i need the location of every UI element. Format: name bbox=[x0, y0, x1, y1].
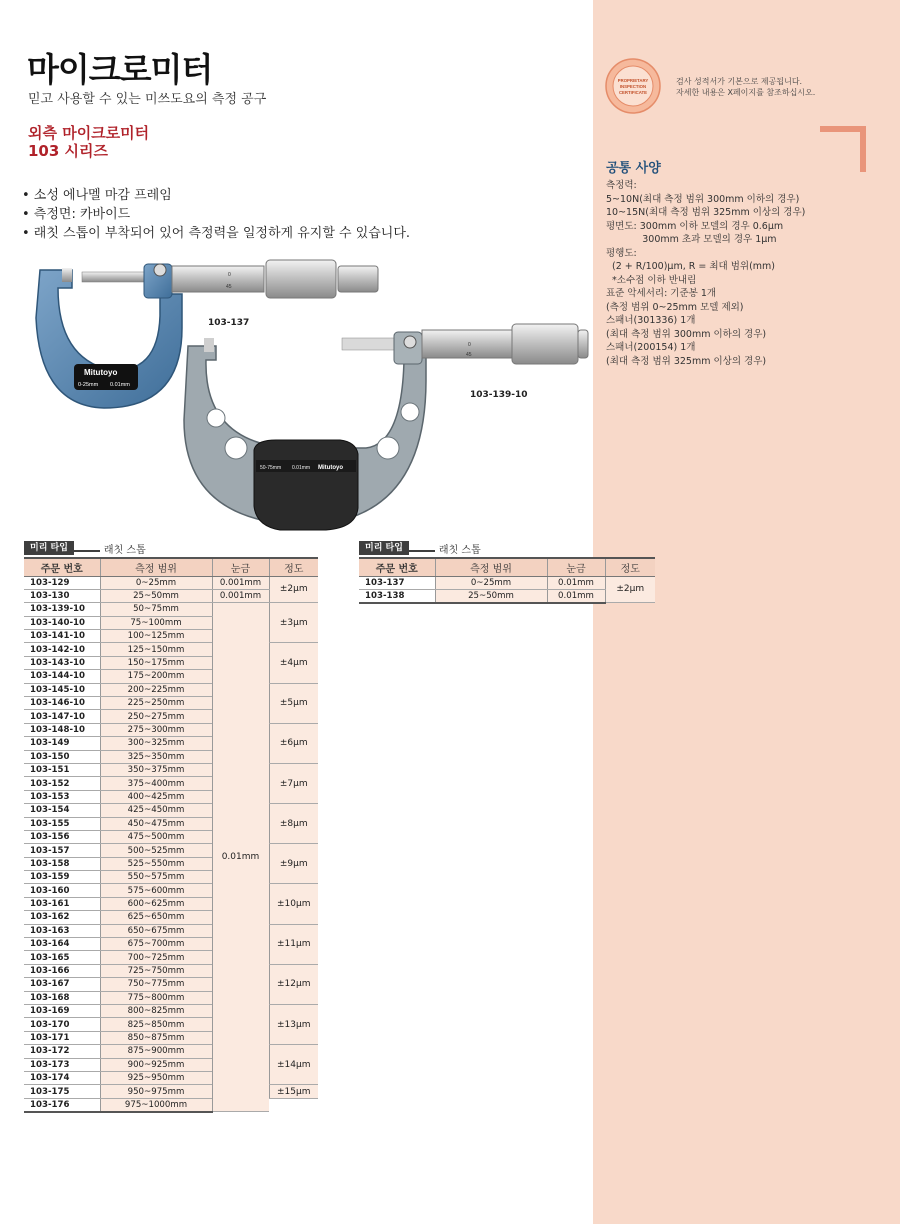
right-type-desc: 래칫 스톱 bbox=[438, 544, 481, 556]
table-row bbox=[24, 603, 318, 616]
table-row bbox=[359, 576, 655, 589]
order-no-cell: 103-154 bbox=[24, 804, 100, 817]
order-no-cell: 103-175 bbox=[24, 1085, 100, 1098]
graduation-cell: 0.01mm bbox=[212, 603, 269, 1112]
spec-line: (측정 범위 0~25mm 모델 제외) bbox=[606, 301, 744, 313]
table-row bbox=[24, 964, 318, 977]
range-cell: 900~925mm bbox=[100, 1058, 212, 1071]
header-order-no: 주문 번호 bbox=[24, 558, 100, 576]
order-no-cell: 103-162 bbox=[24, 911, 100, 924]
small-grad-text: 0.01mm bbox=[110, 382, 130, 388]
order-no-cell: 103-150 bbox=[24, 750, 100, 763]
range-cell: 100~125mm bbox=[100, 630, 212, 643]
spec-line: 5~10N(최대 측정 범위 300mm 이하의 경우) bbox=[606, 193, 800, 205]
order-no-cell: 103-138 bbox=[359, 589, 435, 603]
order-no-cell: 103-156 bbox=[24, 830, 100, 843]
table-row bbox=[24, 1005, 318, 1018]
range-cell: 975~1000mm bbox=[100, 1098, 212, 1112]
range-cell: 0~25mm bbox=[100, 576, 212, 589]
micrometer-large-image bbox=[176, 320, 590, 532]
header-range: 측정 범위 bbox=[100, 558, 212, 576]
table-row bbox=[24, 1098, 318, 1112]
accuracy-cell: ±13µm bbox=[269, 1005, 318, 1045]
large-brand-text: Mitutoyo bbox=[318, 465, 343, 471]
header-graduation: 눈금 bbox=[547, 558, 605, 576]
accuracy-cell: ±4µm bbox=[269, 643, 318, 683]
order-no-cell: 103-166 bbox=[24, 964, 100, 977]
seal-line-2: INSPECTION bbox=[619, 84, 647, 89]
common-spec-section bbox=[606, 157, 886, 368]
right-type-label: 미리 타입 bbox=[359, 541, 409, 555]
order-no-cell: 103-130 bbox=[24, 589, 100, 602]
page-subtitle: 믿고 사용할 수 있는 미쓰도요의 측정 공구 bbox=[28, 92, 267, 107]
order-no-cell: 103-168 bbox=[24, 991, 100, 1004]
order-no-cell: 103-160 bbox=[24, 884, 100, 897]
spec-line: 스패너(200154) 1개 bbox=[606, 342, 696, 353]
header-range: 측정 범위 bbox=[435, 558, 547, 576]
large-image-label: 103-139-10 bbox=[470, 390, 528, 400]
header-accuracy: 정도 bbox=[605, 558, 655, 576]
spec-line: *소수점 이하 반내림 bbox=[606, 274, 697, 286]
spec-line: 표준 악세서리: 기준봉 1개 bbox=[606, 288, 717, 299]
large-range-text: 50-75mm bbox=[260, 465, 282, 471]
range-cell: 25~50mm bbox=[435, 589, 547, 603]
range-cell: 300~325mm bbox=[100, 737, 212, 750]
large-scale-0: 0 bbox=[468, 342, 471, 348]
range-cell: 825~850mm bbox=[100, 1018, 212, 1031]
header-order-no: 주문 번호 bbox=[359, 558, 435, 576]
spec-line: 300mm 초과 모델의 경우 1µm bbox=[606, 234, 777, 245]
left-type-label: 미리 타입 bbox=[24, 541, 74, 555]
graduation-cell: 0.001mm bbox=[212, 589, 269, 602]
seal-line-3: CERTIFICATE bbox=[618, 90, 648, 95]
small-range-text: 0-25mm bbox=[78, 382, 99, 388]
spec-title: 공통 사양 bbox=[606, 161, 661, 176]
spec-line: 평면도: 300mm 이하 모델의 경우 0.6µm bbox=[606, 220, 784, 232]
order-no-cell: 103-157 bbox=[24, 844, 100, 857]
right-spec-table bbox=[359, 557, 655, 604]
order-no-cell: 103-169 bbox=[24, 1005, 100, 1018]
accuracy-cell: ±15µm bbox=[269, 1085, 318, 1098]
table-row bbox=[24, 763, 318, 776]
header-graduation: 눈금 bbox=[212, 558, 269, 576]
spec-line: 10~15N(최대 측정 범위 325mm 이상의 경우) bbox=[606, 207, 806, 218]
range-cell: 325~350mm bbox=[100, 750, 212, 763]
range-cell: 475~500mm bbox=[100, 830, 212, 843]
accuracy-cell: ±14µm bbox=[269, 1045, 318, 1085]
accuracy-cell: ±7µm bbox=[269, 763, 318, 803]
range-cell: 600~625mm bbox=[100, 897, 212, 910]
left-type-desc: 래칫 스톱 bbox=[103, 544, 146, 556]
order-no-cell: 103-139-10 bbox=[24, 603, 100, 616]
graduation-cell: 0.01mm bbox=[547, 576, 605, 589]
range-cell: 350~375mm bbox=[100, 763, 212, 776]
table-row bbox=[24, 804, 318, 817]
left-type-tag bbox=[24, 541, 146, 555]
graduation-cell: 0.001mm bbox=[212, 576, 269, 589]
order-no-cell: 103-167 bbox=[24, 978, 100, 991]
feature-item: • 래칫 스톱이 부착되어 있어 측정력을 일정하게 유지할 수 있습니다. bbox=[22, 226, 411, 241]
order-no-cell: 103-152 bbox=[24, 777, 100, 790]
range-cell: 500~525mm bbox=[100, 844, 212, 857]
range-cell: 775~800mm bbox=[100, 991, 212, 1004]
range-cell: 375~400mm bbox=[100, 777, 212, 790]
order-no-cell: 103-161 bbox=[24, 897, 100, 910]
large-scale-45: 45 bbox=[466, 352, 472, 358]
order-no-cell: 103-172 bbox=[24, 1045, 100, 1058]
range-cell: 550~575mm bbox=[100, 871, 212, 884]
range-cell: 400~425mm bbox=[100, 790, 212, 803]
accuracy-cell: ±10µm bbox=[269, 884, 318, 924]
order-no-cell: 103-137 bbox=[359, 576, 435, 589]
range-cell: 150~175mm bbox=[100, 656, 212, 669]
page-title: 마이크로미터 bbox=[27, 50, 213, 89]
order-no-cell: 103-164 bbox=[24, 938, 100, 951]
accuracy-cell: ±2µm bbox=[269, 576, 318, 603]
accuracy-cell: ±3µm bbox=[269, 603, 318, 643]
feature-item: • 측정면: 카바이드 bbox=[22, 207, 131, 222]
certificate-note bbox=[676, 76, 815, 98]
range-cell: 125~150mm bbox=[100, 643, 212, 656]
range-cell: 850~875mm bbox=[100, 1031, 212, 1044]
range-cell: 950~975mm bbox=[100, 1085, 212, 1098]
order-no-cell: 103-165 bbox=[24, 951, 100, 964]
table-row bbox=[24, 884, 318, 897]
order-no-cell: 103-129 bbox=[24, 576, 100, 589]
table-row bbox=[24, 723, 318, 736]
spec-line: (최대 측정 범위 325mm 이상의 경우) bbox=[606, 355, 767, 367]
right-type-rule bbox=[409, 544, 435, 552]
range-cell: 175~200mm bbox=[100, 670, 212, 683]
certificate-note-line-1: 검사 성적서가 기본으로 제공됩니다. bbox=[676, 77, 803, 86]
series-title bbox=[28, 124, 149, 160]
accuracy-cell: ±12µm bbox=[269, 964, 318, 1004]
small-scale-0: 0 bbox=[228, 272, 231, 278]
table-header-row bbox=[24, 558, 318, 576]
spec-line: (2 + R/100)µm, R = 최대 범위(mm) bbox=[606, 261, 776, 272]
range-cell: 225~250mm bbox=[100, 697, 212, 710]
range-cell: 800~825mm bbox=[100, 1005, 212, 1018]
order-no-cell: 103-140-10 bbox=[24, 616, 100, 629]
order-no-cell: 103-145-10 bbox=[24, 683, 100, 696]
range-cell: 725~750mm bbox=[100, 964, 212, 977]
range-cell: 250~275mm bbox=[100, 710, 212, 723]
feature-item: • 소성 에나멜 마감 프레임 bbox=[22, 188, 172, 203]
range-cell: 50~75mm bbox=[100, 603, 212, 616]
range-cell: 575~600mm bbox=[100, 884, 212, 897]
table-row bbox=[24, 1085, 318, 1098]
range-cell: 450~475mm bbox=[100, 817, 212, 830]
order-no-cell: 103-147-10 bbox=[24, 710, 100, 723]
left-type-rule bbox=[74, 544, 100, 552]
range-cell: 275~300mm bbox=[100, 723, 212, 736]
order-no-cell: 103-176 bbox=[24, 1098, 100, 1112]
order-no-cell: 103-173 bbox=[24, 1058, 100, 1071]
spec-line: 평행도: bbox=[606, 247, 637, 259]
series-title-line-2: 103 시리즈 bbox=[28, 142, 109, 160]
table-row bbox=[24, 643, 318, 656]
range-cell: 75~100mm bbox=[100, 616, 212, 629]
range-cell: 425~450mm bbox=[100, 804, 212, 817]
right-type-tag bbox=[359, 541, 481, 555]
spec-lines bbox=[606, 179, 886, 368]
spec-line: 측정력: bbox=[606, 180, 637, 191]
small-brand-text: Mitutoyo bbox=[84, 368, 118, 377]
range-cell: 700~725mm bbox=[100, 951, 212, 964]
range-cell: 525~550mm bbox=[100, 857, 212, 870]
range-cell: 750~775mm bbox=[100, 978, 212, 991]
accuracy-cell: ±2µm bbox=[605, 576, 655, 603]
feature-list bbox=[22, 186, 410, 243]
order-no-cell: 103-149 bbox=[24, 737, 100, 750]
range-cell: 625~650mm bbox=[100, 911, 212, 924]
order-no-cell: 103-171 bbox=[24, 1031, 100, 1044]
small-image-label: 103-137 bbox=[208, 318, 250, 328]
table-row bbox=[24, 576, 318, 589]
seal-line-1: PROPRIETARY bbox=[617, 78, 649, 83]
spec-line: 스패너(301336) 1개 bbox=[606, 315, 696, 326]
order-no-cell: 103-143-10 bbox=[24, 656, 100, 669]
accuracy-cell: ±9µm bbox=[269, 844, 318, 884]
certificate-seal-icon bbox=[605, 58, 661, 114]
order-no-cell: 103-151 bbox=[24, 763, 100, 776]
accuracy-cell: ±11µm bbox=[269, 924, 318, 964]
table-row bbox=[24, 924, 318, 937]
left-spec-table bbox=[24, 557, 318, 1113]
accuracy-cell: ±5µm bbox=[269, 683, 318, 723]
order-no-cell: 103-158 bbox=[24, 857, 100, 870]
range-cell: 875~900mm bbox=[100, 1045, 212, 1058]
accuracy-cell: ±8µm bbox=[269, 804, 318, 844]
table-row bbox=[24, 1045, 318, 1058]
order-no-cell: 103-153 bbox=[24, 790, 100, 803]
accuracy-cell: ±6µm bbox=[269, 723, 318, 763]
range-cell: 925~950mm bbox=[100, 1071, 212, 1084]
order-no-cell: 103-142-10 bbox=[24, 643, 100, 656]
large-grad-text: 0.01mm bbox=[292, 465, 311, 471]
small-scale-45: 45 bbox=[226, 284, 232, 290]
order-no-cell: 103-146-10 bbox=[24, 697, 100, 710]
spec-line: (최대 측정 범위 300mm 이하의 경우) bbox=[606, 328, 767, 340]
header-accuracy: 정도 bbox=[269, 558, 318, 576]
graduation-cell: 0.01mm bbox=[547, 589, 605, 603]
order-no-cell: 103-144-10 bbox=[24, 670, 100, 683]
order-no-cell: 103-174 bbox=[24, 1071, 100, 1084]
range-cell: 200~225mm bbox=[100, 683, 212, 696]
table-row bbox=[24, 844, 318, 857]
table-row bbox=[24, 683, 318, 696]
range-cell: 0~25mm bbox=[435, 576, 547, 589]
series-title-line-1: 외측 마이크로미터 bbox=[28, 124, 150, 142]
order-no-cell: 103-170 bbox=[24, 1018, 100, 1031]
order-no-cell: 103-141-10 bbox=[24, 630, 100, 643]
table-header-row bbox=[359, 558, 655, 576]
order-no-cell: 103-159 bbox=[24, 871, 100, 884]
order-no-cell: 103-163 bbox=[24, 924, 100, 937]
range-cell: 650~675mm bbox=[100, 924, 212, 937]
certificate-note-line-2: 자세한 내용은 X페이지를 참조하십시오. bbox=[676, 88, 816, 97]
order-no-cell: 103-148-10 bbox=[24, 723, 100, 736]
range-cell: 25~50mm bbox=[100, 589, 212, 602]
range-cell: 675~700mm bbox=[100, 938, 212, 951]
order-no-cell: 103-155 bbox=[24, 817, 100, 830]
